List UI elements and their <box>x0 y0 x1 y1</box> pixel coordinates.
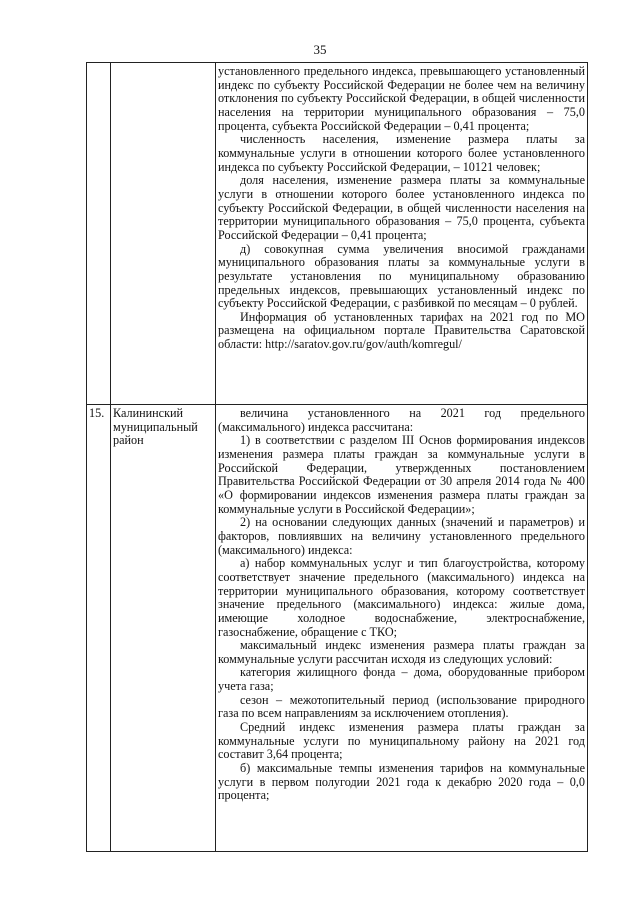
document-table <box>86 62 588 852</box>
paragraph: 1) в соответствии с разделом III Основ формирования индексов изменения размера платы граждан за коммунальные услуги в Российской Федерации, утвержденных постановлением Правительства Российской Федерации от 30 апреля 2014 года № 400 «О формировании индексов изменения размера платы граждан за коммунальные услуги в Российской Федерации»; <box>218 433 585 516</box>
paragraph: Информация об установленных тарифах на 2021 год по МО размещена на официальном портале Правительства Саратовской области: http://saratov.gov.ru/gov/auth/komregul/ <box>218 309 585 352</box>
paragraph: а) набор коммунальных услуг и тип благоустройства, которому соответствует значение предельного (максимального) индекса на территории муниципального образования, которому соответствует значение предельного (максимального) индекса: жилые дома, имеющие холодное водоснабжение, электроснабжение, газоснабжение, обращение с ТКО; <box>218 556 585 639</box>
paragraph: максимальный индекс изменения размера платы граждан за коммунальные услуги рассчитан исходя из следующих условий: <box>218 638 585 666</box>
paragraph: категория жилищного фонда – дома, оборудованные прибором учета газа; <box>218 665 585 694</box>
row-divider <box>87 404 587 405</box>
row-15-content <box>218 407 585 803</box>
municipality-name: Калининский муниципальный район <box>113 406 198 448</box>
paragraph: 2) на основании следующих данных (значений и параметров) и факторов, повлиявших на величину установленного предельного (максимального) индекса: <box>218 515 585 557</box>
paragraph: доля населения, изменение размера платы за коммунальные услуги в отношении которого более установленного индекса по субъекту Российской Федерации, в общей численности населения на территории муниципального образования – 75,0 процента, субъекта Российской Федерации – 0,41 процента; <box>218 173 585 242</box>
paragraph: численность населения, изменение размера платы за коммунальные услуги в отношении которого более установленного индекса по субъекту Российской Федерации, – 10121 человек; <box>218 132 585 174</box>
paragraph: б) максимальные темпы изменения тарифов на коммунальные услуги в первом полугодии 2021 года к декабрю 2020 года – 0,0 процента; <box>218 761 585 803</box>
column-divider-name <box>215 63 216 851</box>
paragraph: установленного предельного индекса, превышающего установленный индекс по субъекту Российской Федерации не более чем на величину отклонения по субъекту Российской Федерации, в общей численности населения на территории муниципального образования – 75,0 процента, субъекта Российской Федерации – 0,41 процента; <box>218 64 585 133</box>
row-number: 15. <box>89 406 105 420</box>
column-divider-number <box>110 63 111 851</box>
page-number: 35 <box>313 42 327 57</box>
paragraph: сезон – межотопительный период (использование природного газа по всем направлениям за исключением отопления). <box>218 692 585 721</box>
paragraph: величина установленного на 2021 год предельного (максимального) индекса рассчитана: <box>218 406 585 434</box>
prev-row-content <box>218 65 585 352</box>
paragraph: Средний индекс изменения размера платы граждан за коммунальные услуги по муниципальному району на 2021 год составит 3,64 процента; <box>218 720 585 762</box>
paragraph: д) совокупная сумма увеличения вносимой гражданами муниципального образования платы за коммунальные услуги в результате установления по муниципальному образованию предельных индексов, превышающих установленный индекс по субъекту Российской Федерации, с разбивкой по месяцам – 0 рублей. <box>218 241 585 311</box>
